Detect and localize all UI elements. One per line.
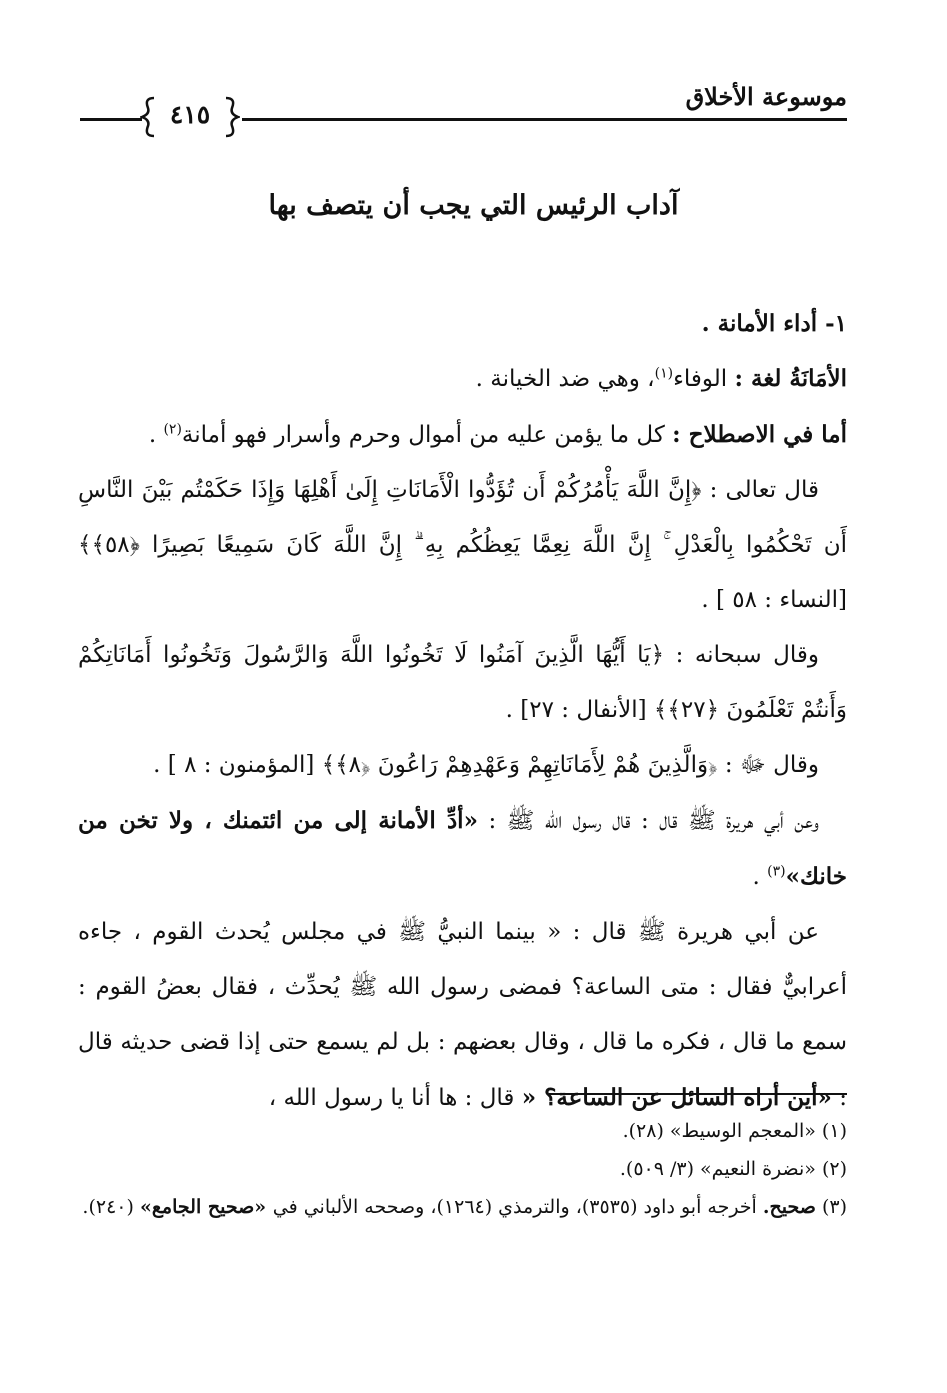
footnote-tail: (٢٤٠). [82, 1196, 140, 1218]
verse-citation: [الأنفال : ٢٧] . [505, 697, 647, 723]
footnote-ref: (٣) [767, 863, 786, 880]
footnote-source: «صحيح الجامع» [139, 1196, 273, 1218]
verse-citation: [النساء : ٥٨ ] . [701, 587, 847, 613]
quran-verse: ﴿يَا أَيُّهَا الَّذِينَ آمَنُوا لَا تَخُونُوا اللَّهَ وَالرَّسُولَ وَتَخُونُوا أَمَانَاتِكُمْ وَأَنتُمْ تَعْلَمُونَ ﴿٢٧﴾﴾ [78, 642, 847, 723]
term-label: الأمَانَةُ لغة : [734, 365, 847, 392]
footnote-ref: (١) [654, 365, 674, 382]
header-rule-right [242, 118, 847, 121]
running-title: موسوعة الأخلاق [685, 82, 847, 111]
footnote-2: (٢) «نضرة النعيم» (٣/ ٥٠٩). [619, 1158, 847, 1180]
page-number-frame [140, 94, 240, 140]
narration-tail: قال : ها أنا يا رسول الله ، [268, 1085, 522, 1111]
paragraph-verse-3 [78, 738, 847, 793]
narration-quote: «أين أراه السائل عن الساعة؟ « [521, 1084, 832, 1111]
section-heading: آداب الرئيس التي يجب أن يتصف بها [268, 190, 679, 221]
footnote-ref: (٢) [163, 421, 182, 438]
quran-verse: ﴿وَالَّذِينَ هُمْ لِأَمَانَاتِهِمْ وَعَهْدِهِمْ رَاعُونَ ﴿٨﴾﴾ [321, 752, 718, 778]
main-text [78, 296, 847, 1126]
verse-intro: قال تعالى : [709, 477, 819, 503]
verse-intro: وقال سبحانه : [675, 642, 819, 668]
paragraph-definition-lang [78, 351, 847, 407]
hadith-tail: . [752, 864, 768, 890]
paragraph-hadith [78, 793, 847, 905]
footnotes [78, 1112, 847, 1226]
hadith-text: «أدِّ الأمانة إلى من ائتمنك ، ولا تخن من خانك» [78, 807, 847, 890]
page-number: ٤١٥ [169, 100, 211, 129]
verse-citation: [المؤمنون : ٨ ] . [153, 752, 315, 778]
numbered-heading: ١- أداء الأمانة . [701, 310, 847, 337]
definition-text: الوفاء [673, 366, 728, 392]
quran-verse: ﴿إِنَّ اللَّهَ يَأْمُرُكُمْ أَن تُؤَدُّوا الْأَمَانَاتِ إِلَىٰ أَهْلِهَا وَإِذَا حَكَمْتُم بَيْنَ النَّاسِ أَن تَحْكُمُوا بِالْعَدْلِ ۚ إِنَّ اللَّهَ نِعِمَّا يَعِظُكُم بِهِ ۗ إِنَّ اللَّهَ كَانَ سَمِيعًا بَصِيرًا ﴿٥٨﴾﴾ [78, 477, 847, 558]
definition-tail: . [148, 422, 164, 448]
footnote-text: أخرجه أبو داود (٣٥٣٥)، والترمذي (١٢٦٤)، وصححه الألباني في [272, 1196, 763, 1218]
footnote-3 [78, 1188, 847, 1226]
definition-tail: ، وهي ضد الخيانة . [475, 366, 655, 392]
hadith-intro: وعن أبي هريرة ﷺ قال : قال رسول الله ﷺ : [488, 808, 819, 834]
term-label: أما في الاصطلاح : [672, 421, 847, 448]
footnote-number: (٣) [821, 1196, 847, 1218]
narration-text: عن أبي هريرة ﷺ قال : « بينما النبيُّ ﷺ في مجلس يُحدث القوم ، جاءه أعرابيٌّ فقال : متى الساعة؟ فمضى رسول الله ﷺ يُحدِّث ، فقال بعضُ القوم : سمع ما قال ، فكره ما قال ، وقال بعضهم : بل لم يسمع حتى إذا قضى حديثه قال : [78, 919, 847, 1111]
paragraph-definition-term [78, 407, 847, 463]
header-rule-left [80, 118, 142, 121]
paragraph-verse-2 [78, 628, 847, 738]
verse-intro: وقال ﷻ : [724, 752, 819, 778]
paragraph-verse-1 [78, 463, 847, 628]
footnote-separator [549, 1093, 847, 1095]
footnote-1: (١) «المعجم الوسيط» (٢٨). [622, 1120, 847, 1142]
definition-text: كل ما يؤمن عليه من أموال وحرم وأسرار فهو أمانة [181, 422, 665, 448]
footnote-grade: صحيح. [762, 1196, 816, 1218]
